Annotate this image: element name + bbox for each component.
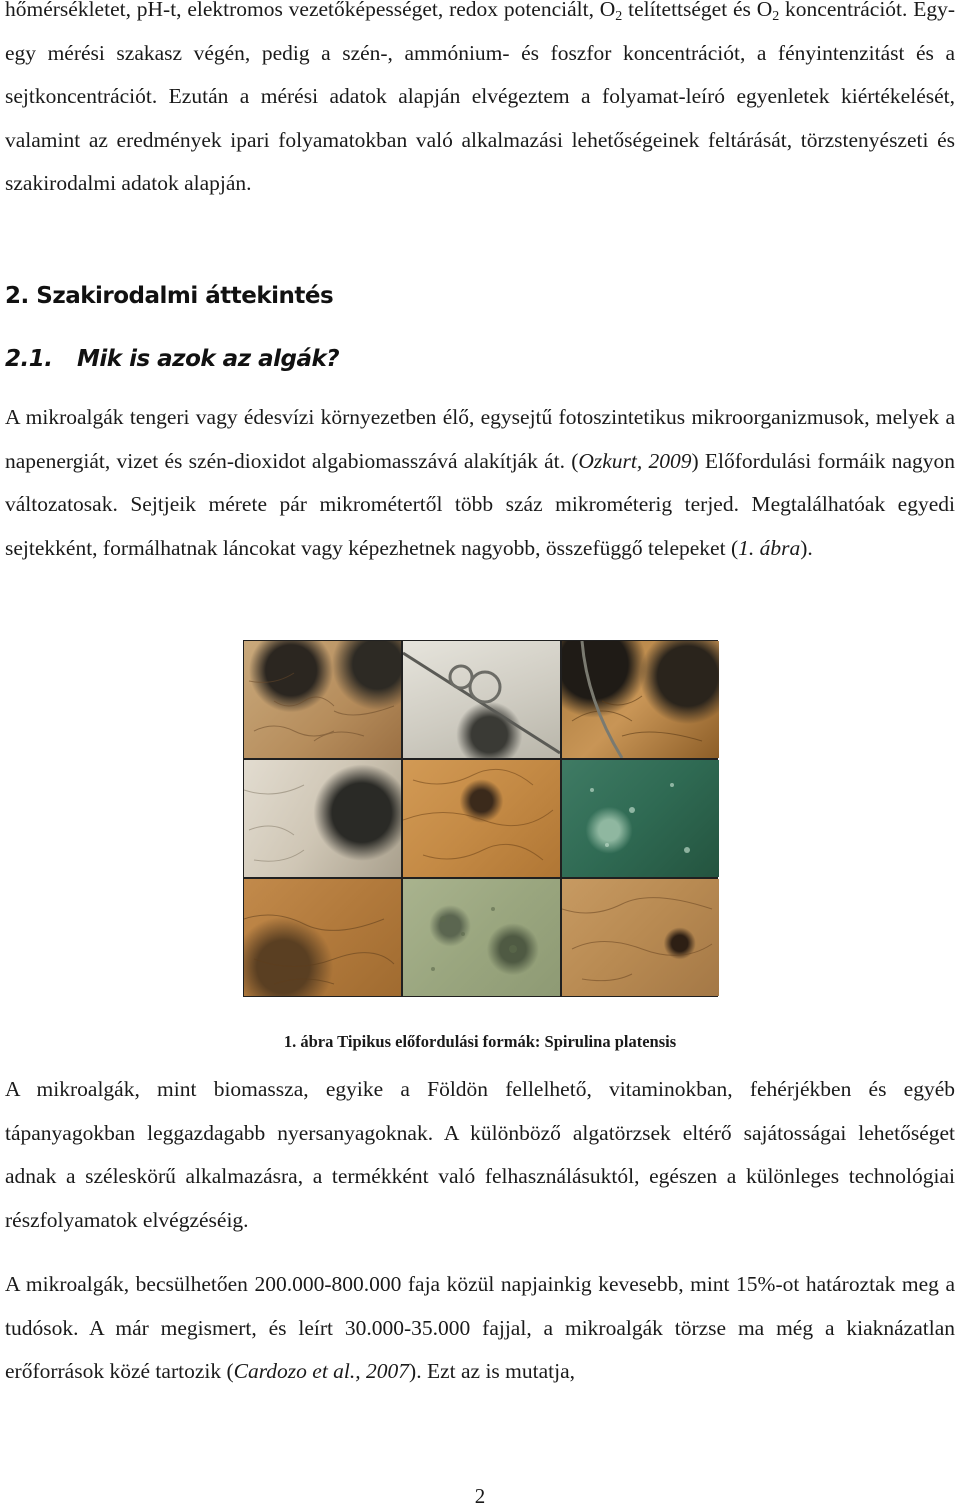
filament-texture	[244, 879, 401, 996]
paragraph-text: koncentrációt. Egy-egy mérési szakasz végén, pedig a szén-, ammónium- és foszfor koncentrációt, a fényintenzitást és a sejtkoncentrációt. Ezután a mérési adatok alapján elvégeztem a folyamat-leíró egyenletek kiértékelését, valamint az eredmények ipari folyamatokban való alkalmazási lehetőségeinek feltárását, törzstenyészeti és szakirodalmi adatok alapján.	[5, 0, 955, 196]
paragraph-text: ). Ezt az is mutatja,	[409, 1359, 576, 1384]
paragraph-text: A mikroalgák, becsülhetően 200.000-800.000 faja közül napjainkig kevesebb, mint 15%-ot határoztak meg a tudósok. A már megismert, és leírt 30.000-35.000 fajjal, a mikroalgák törzse ma még a kiaknázatlan erőforrások közé tartozik (	[5, 1272, 955, 1384]
filament-texture	[244, 760, 401, 877]
paragraph-text: telítettséget és O	[622, 0, 773, 21]
particle-texture	[403, 879, 560, 996]
filament-texture	[403, 760, 560, 877]
filament-texture	[244, 641, 401, 758]
microscope-image-tile	[244, 760, 401, 877]
paragraph-text: ).	[800, 535, 813, 560]
figure-reference: 1. ábra	[738, 535, 801, 560]
microscope-image-tile	[244, 879, 401, 996]
particle-texture	[562, 760, 719, 877]
paragraph-text: hőmérsékletet, pH-t, elektromos vezetőképességet, redox potenciált, O	[5, 0, 616, 21]
paragraph-biomass: A mikroalgák, mint biomassza, egyike a Földön fellelhető, vitaminokban, fehérjékben és egyéb tápanyagokban leggazdagabb nyersanyagoknak. A különböző algatörzsek eltérő sajátosságai lehetőséget adnak a széleskörű alkalmazásra, a termékként való felhasználásuktól, egészen a különleges technológiai részfolyamatok elvégzéséig.	[5, 1077, 955, 1232]
subscript: 2	[615, 9, 623, 24]
paragraph-species-count	[5, 1263, 955, 1394]
paragraph-text: ) Előfordulási formáik nagyon változatosak. Sejtjeik mérete pár mikrométertől több száz mikrométerig terjed. Megtalálhatóak egyedi sejtekként, formálhatnak láncokat vagy képezhetnek nagyobb, összefüggő telepeket (	[5, 448, 955, 560]
subsection-heading	[5, 346, 339, 372]
microscope-image-tile	[403, 641, 560, 758]
page-number: 2	[474, 1484, 486, 1508]
citation: Ozkurt, 2009	[578, 448, 692, 473]
microscope-image-tile	[562, 641, 719, 758]
subsection-number: 2.1.	[5, 346, 53, 372]
section-heading: 2. Szakirodalmi áttekintés	[5, 283, 334, 309]
filament-texture	[562, 879, 719, 996]
figure-caption: 1. ábra Tipikus előfordulási formák: Spirulina platensis	[283, 1032, 677, 1051]
microscope-image-tile	[403, 760, 560, 877]
paragraph-measurements	[5, 0, 955, 206]
microscope-image-grid	[243, 640, 718, 997]
ring-structures	[403, 641, 560, 758]
paragraph-text: A mikroalgák tengeri vagy édesvízi környezetben élő, egysejtű fotoszintetikus mikroorganizmusok, melyek a napenergiát, vizet és szén-dioxidot algabiomasszává alakítják át. (	[5, 405, 955, 473]
filament-texture	[562, 641, 719, 758]
microscope-image-tile	[562, 879, 719, 996]
microscope-image-tile	[244, 641, 401, 758]
microscope-image-tile	[403, 879, 560, 996]
microscope-image-tile	[562, 760, 719, 877]
subscript: 2	[772, 9, 780, 24]
citation: Cardozo et al., 2007	[233, 1359, 410, 1384]
paragraph-microalgae-definition	[5, 396, 955, 570]
subsection-title: Mik is azok az algák?	[77, 346, 340, 372]
